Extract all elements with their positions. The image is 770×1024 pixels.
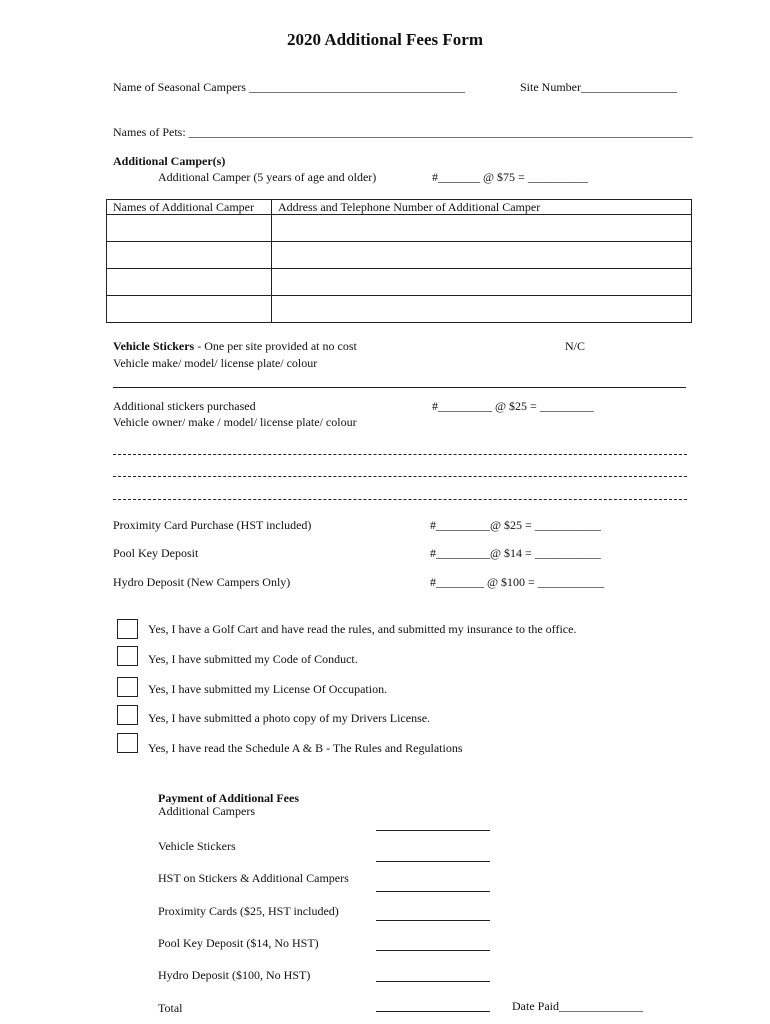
payment-item-label: Hydro Deposit ($100, No HST) (158, 968, 311, 982)
additional-camper-line: Additional Camper (5 years of age and older) (158, 170, 377, 184)
pool-key-fee[interactable]: #_________@ $14 = ___________ (430, 546, 601, 560)
additional-campers-heading: Additional Camper(s) (113, 154, 226, 168)
license-occupation-label: Yes, I have submitted my License Of Occupation. (148, 682, 388, 696)
payment-item-label: Pool Key Deposit ($14, No HST) (158, 936, 319, 950)
vehicle-details-line[interactable] (113, 387, 686, 388)
table-row (107, 242, 692, 269)
hydro-deposit-label: Hydro Deposit (New Campers Only) (113, 575, 291, 589)
proximity-card-fee[interactable]: #_________@ $25 = ___________ (430, 518, 601, 532)
payment-amount-line[interactable] (376, 861, 490, 862)
payment-total-line[interactable] (376, 1011, 490, 1012)
rules-regulations-label: Yes, I have read the Schedule A & B - The Rules and Regulations (148, 741, 463, 755)
payment-heading: Payment of Additional Fees (158, 791, 299, 805)
additional-camper-fee[interactable]: #_______ @ $75 = __________ (432, 170, 588, 184)
vehicle-owner-line[interactable] (113, 476, 687, 477)
drivers-license-checkbox[interactable] (117, 705, 138, 725)
seasonal-campers-field[interactable]: Name of Seasonal Campers ____________________________________ (113, 80, 465, 94)
camper-name-cell[interactable] (107, 269, 272, 296)
camper-address-cell[interactable] (272, 242, 692, 269)
camper-address-cell[interactable] (272, 269, 692, 296)
site-number-field[interactable]: Site Number________________ (520, 80, 677, 94)
date-paid-field[interactable]: Date Paid______________ (512, 999, 643, 1013)
payment-item-label: Vehicle Stickers (158, 839, 236, 853)
camper-name-cell[interactable] (107, 296, 272, 323)
vehicle-owner-line[interactable] (113, 454, 687, 455)
table-row (107, 215, 692, 242)
payment-total-label: Total (158, 1001, 183, 1015)
table-row (107, 269, 692, 296)
payment-amount-line[interactable] (376, 830, 490, 831)
vehicle-owner-label: Vehicle owner/ make / model/ license plate/ colour (113, 415, 357, 429)
golf-cart-label: Yes, I have a Golf Cart and have read the rules, and submitted my insurance to the office. (148, 622, 577, 636)
code-of-conduct-checkbox[interactable] (117, 646, 138, 666)
table-header-names: Names of Additional Camper (107, 200, 272, 215)
rules-regulations-checkbox[interactable] (117, 733, 138, 753)
vehicle-stickers-heading (113, 339, 357, 354)
payment-item-label: Proximity Cards ($25, HST included) (158, 904, 339, 918)
form-title: 2020 Additional Fees Form (287, 30, 483, 49)
additional-stickers-label: Additional stickers purchased (113, 399, 256, 413)
table-row (107, 296, 692, 323)
vehicle-details-label: Vehicle make/ model/ license plate/ colour (113, 356, 318, 370)
license-occupation-checkbox[interactable] (117, 677, 138, 697)
vehicle-stickers-title: Vehicle Stickers (113, 339, 195, 353)
payment-amount-line[interactable] (376, 950, 490, 951)
payment-amount-line[interactable] (376, 920, 490, 921)
no-charge-label: N/C (565, 339, 586, 353)
payment-item-label: HST on Stickers & Additional Campers (158, 871, 349, 885)
camper-address-cell[interactable] (272, 296, 692, 323)
payment-item-label: Additional Campers (158, 804, 255, 818)
hydro-deposit-fee[interactable]: #________ @ $100 = ___________ (430, 575, 604, 589)
code-of-conduct-label: Yes, I have submitted my Code of Conduct. (148, 652, 358, 666)
payment-amount-line[interactable] (376, 981, 490, 982)
drivers-license-label: Yes, I have submitted a photo copy of my Drivers License. (148, 711, 431, 725)
proximity-card-label: Proximity Card Purchase (HST included) (113, 518, 312, 532)
camper-address-cell[interactable] (272, 215, 692, 242)
vehicle-stickers-note: - One per site provided at no cost (194, 339, 357, 353)
vehicle-owner-line[interactable] (113, 499, 687, 500)
additional-campers-table (106, 199, 692, 323)
payment-amount-line[interactable] (376, 891, 490, 892)
table-header-address: Address and Telephone Number of Additional Camper (272, 200, 692, 215)
camper-name-cell[interactable] (107, 242, 272, 269)
additional-stickers-fee[interactable]: #_________ @ $25 = _________ (432, 399, 594, 413)
camper-name-cell[interactable] (107, 215, 272, 242)
pets-field[interactable]: Names of Pets: ____________________________________________________________________________________ (113, 125, 693, 139)
golf-cart-checkbox[interactable] (117, 619, 138, 639)
pool-key-label: Pool Key Deposit (113, 546, 199, 560)
